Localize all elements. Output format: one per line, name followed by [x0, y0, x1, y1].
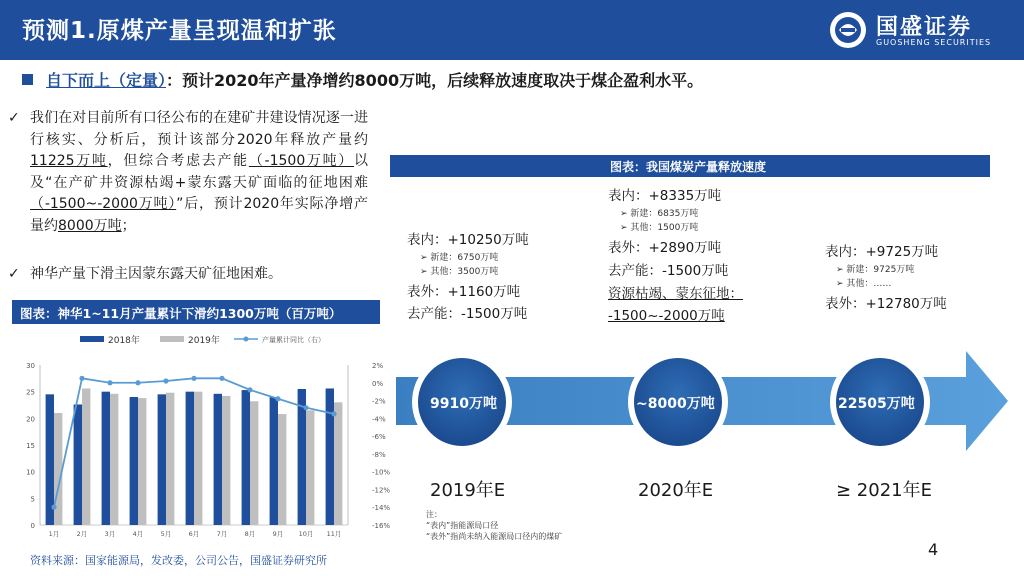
bar-2019年-11月: [334, 402, 342, 525]
yoy-point-8月: [247, 387, 252, 392]
stage1-line: 去产能：-1500万吨: [407, 306, 528, 322]
right-chart-title: 图表：我国煤炭产量释放速度: [610, 160, 767, 174]
check-icon: ✓: [8, 110, 20, 126]
stage2-line: 去产能：-1500万吨: [608, 263, 729, 279]
bar-2019年-5月: [166, 393, 174, 525]
logo-mark-icon: [828, 10, 868, 50]
y-right-tick-label: -14%: [372, 504, 391, 513]
bullet-highlight: （-1500万吨）: [248, 153, 355, 169]
y-right-tick-label: -8%: [372, 450, 386, 459]
timeline-note: 注：: [426, 510, 442, 519]
bullet-highlight: （-1500~-2000万吨）: [30, 196, 177, 212]
y-left-tick-label: 20: [26, 415, 35, 424]
x-tick-label: 3月: [104, 530, 116, 538]
bullet-text: 神华产量下滑主因蒙东露天矿征地困难。: [30, 266, 282, 282]
page-title: 预测1.原煤产量呈现温和扩张: [22, 18, 337, 44]
y-right-tick-label: -12%: [372, 486, 391, 495]
y-left-tick-label: 0: [30, 522, 35, 530]
stage3-value: 22505万吨: [838, 396, 915, 412]
y-left-tick-label: 30: [26, 362, 35, 370]
stage1-line: 表外：+1160万吨: [407, 284, 521, 300]
bullet-highlight: 8000万吨: [58, 217, 122, 234]
stage1-sub: ➢ 其他：3500万吨: [420, 267, 499, 277]
stage2-line: 表内：+8335万吨: [608, 188, 722, 204]
stage2-sub: ➢ 新建：6835万吨: [620, 209, 699, 219]
y-right-tick-label: -2%: [372, 397, 386, 406]
timeline-note: “表内”指能源局口径: [426, 521, 499, 530]
headline-key: 自下而上（定量）: [46, 71, 167, 90]
y-left-tick-label: 25: [26, 388, 35, 397]
legend-label-yoy: 产量累计同比（右）: [262, 336, 325, 344]
logo-name-en: GUOSHENG SECURITIES: [876, 38, 992, 47]
x-tick-label: 7月: [216, 530, 228, 538]
stage3-sub: ➢ 其他：……: [836, 279, 892, 289]
bullet-text: ，但综合考虑去产能: [107, 153, 249, 169]
stage2-line: 资源枯竭、蒙东征地：: [608, 286, 743, 302]
bar-2019年-6月: [194, 392, 202, 525]
bar-2018年-6月: [186, 392, 194, 525]
bullet-text: 以及“在产矿井资源枯竭+蒙东露天矿面临的征地困难: [30, 153, 369, 191]
x-tick-label: 10月: [298, 530, 314, 538]
stage2-sub: ➢ 其他：1500万吨: [620, 223, 699, 233]
yoy-point-6月: [191, 376, 196, 381]
stage1-sub: ➢ 新建：6750万吨: [420, 253, 499, 263]
stage3-year: ≥ 2021年E: [836, 480, 932, 501]
stage2-value: ~8000万吨: [636, 396, 715, 412]
square-bullet-icon: [22, 74, 33, 85]
y-right-tick-label: -4%: [372, 415, 386, 424]
bar-2018年-9月: [270, 397, 278, 525]
x-tick-label: 5月: [160, 530, 172, 538]
yoy-point-9月: [275, 396, 280, 401]
bullet-paragraph-2: [8, 264, 380, 285]
yoy-point-3月: [107, 380, 112, 385]
stage2-year: 2020年E: [638, 480, 714, 501]
y-right-tick-label: 2%: [372, 362, 384, 370]
yoy-point-4月: [135, 380, 140, 385]
x-tick-label: 6月: [188, 530, 200, 538]
stage3-sub: ➢ 新建：9725万吨: [836, 265, 915, 275]
yoy-point-2月: [79, 376, 84, 381]
stage1-year: 2019年E: [430, 480, 506, 501]
x-tick-label: 1月: [48, 530, 60, 538]
bullet-paragraph-1: [8, 108, 369, 237]
bullet-text: ；: [121, 217, 136, 234]
yoy-point-5月: [163, 378, 168, 383]
y-right-tick-label: -16%: [372, 522, 391, 530]
bar-2018年-2月: [74, 404, 82, 525]
bar-2019年-3月: [110, 394, 118, 525]
legend-label-2018: 2018年: [108, 336, 140, 346]
bar-2019年-9月: [278, 414, 286, 525]
bar-2018年-8月: [242, 390, 250, 525]
bar-2019年-10月: [306, 410, 314, 525]
bar-2018年-7月: [214, 394, 222, 525]
x-tick-label: 8月: [244, 530, 256, 538]
legend-swatch-2018: [80, 336, 104, 342]
yoy-point-7月: [219, 376, 224, 381]
x-tick-label: 11月: [326, 530, 342, 538]
bar-2019年-7月: [222, 396, 230, 525]
x-tick-label: 4月: [132, 530, 144, 538]
bar-2018年-11月: [326, 388, 334, 525]
bar-2019年-8月: [250, 401, 258, 525]
y-right-tick-label: 0%: [372, 379, 384, 388]
bullet-highlight: 11225万吨: [30, 153, 108, 169]
timeline-note: “表外”指尚未纳入能源局口径内的煤矿: [426, 532, 563, 541]
legend-label-2019: 2019年: [188, 336, 220, 346]
bar-2019年-4月: [138, 398, 146, 525]
headline-text: ：预计2020年产量净增约8000万吨，后续释放速度取决于煤企盈利水平。: [166, 71, 704, 90]
headline: [46, 68, 703, 91]
stage3-line: 表外：+12780万吨: [825, 296, 947, 312]
bar-2018年-4月: [130, 397, 138, 525]
source-note: 资料来源：国家能源局，发改委，公司公告，国盛证券研究所: [30, 554, 327, 567]
brand-logo: [828, 8, 1018, 54]
bullet-text: ”后，预计2020年实际净增产量约: [30, 196, 369, 234]
stage1-value: 9910万吨: [430, 396, 497, 412]
bar-2018年-5月: [158, 394, 166, 525]
y-left-tick-label: 15: [26, 442, 35, 450]
y-left-tick-label: 10: [26, 468, 35, 477]
y-right-tick-label: -10%: [372, 468, 391, 477]
left-chart-title: 图表：神华1~11月产量累计下滑约1300万吨（百万吨）: [20, 306, 342, 321]
yoy-point-1月: [51, 505, 56, 510]
legend-swatch-2019: [160, 336, 184, 342]
x-tick-label: 2月: [76, 530, 88, 538]
bullet-text: 我们在对目前所有口径公布的在建矿井建设情况逐一进行核实、分析后，预计该部分2020年释放产量约: [30, 110, 368, 148]
stage2-line: -1500~-2000万吨: [608, 308, 725, 324]
logo-name: 国盛证券: [876, 15, 973, 40]
yoy-point-11月: [331, 411, 336, 416]
bar-2019年-2月: [82, 388, 90, 525]
page-number: 4: [928, 540, 939, 559]
stage2-line: 表外：+2890万吨: [608, 240, 722, 256]
legend-marker-yoy: [244, 337, 249, 342]
y-right-tick-label: -6%: [372, 433, 386, 442]
bar-2018年-3月: [102, 392, 110, 525]
shenhua-output-chart: [12, 328, 391, 548]
x-tick-label: 9月: [272, 530, 284, 538]
stage3-line: 表内：+9725万吨: [825, 244, 939, 260]
y-left-tick-label: 5: [30, 495, 35, 504]
yoy-point-10月: [303, 405, 308, 410]
check-icon: ✓: [8, 266, 20, 282]
stage1-line: 表内：+10250万吨: [407, 232, 529, 248]
